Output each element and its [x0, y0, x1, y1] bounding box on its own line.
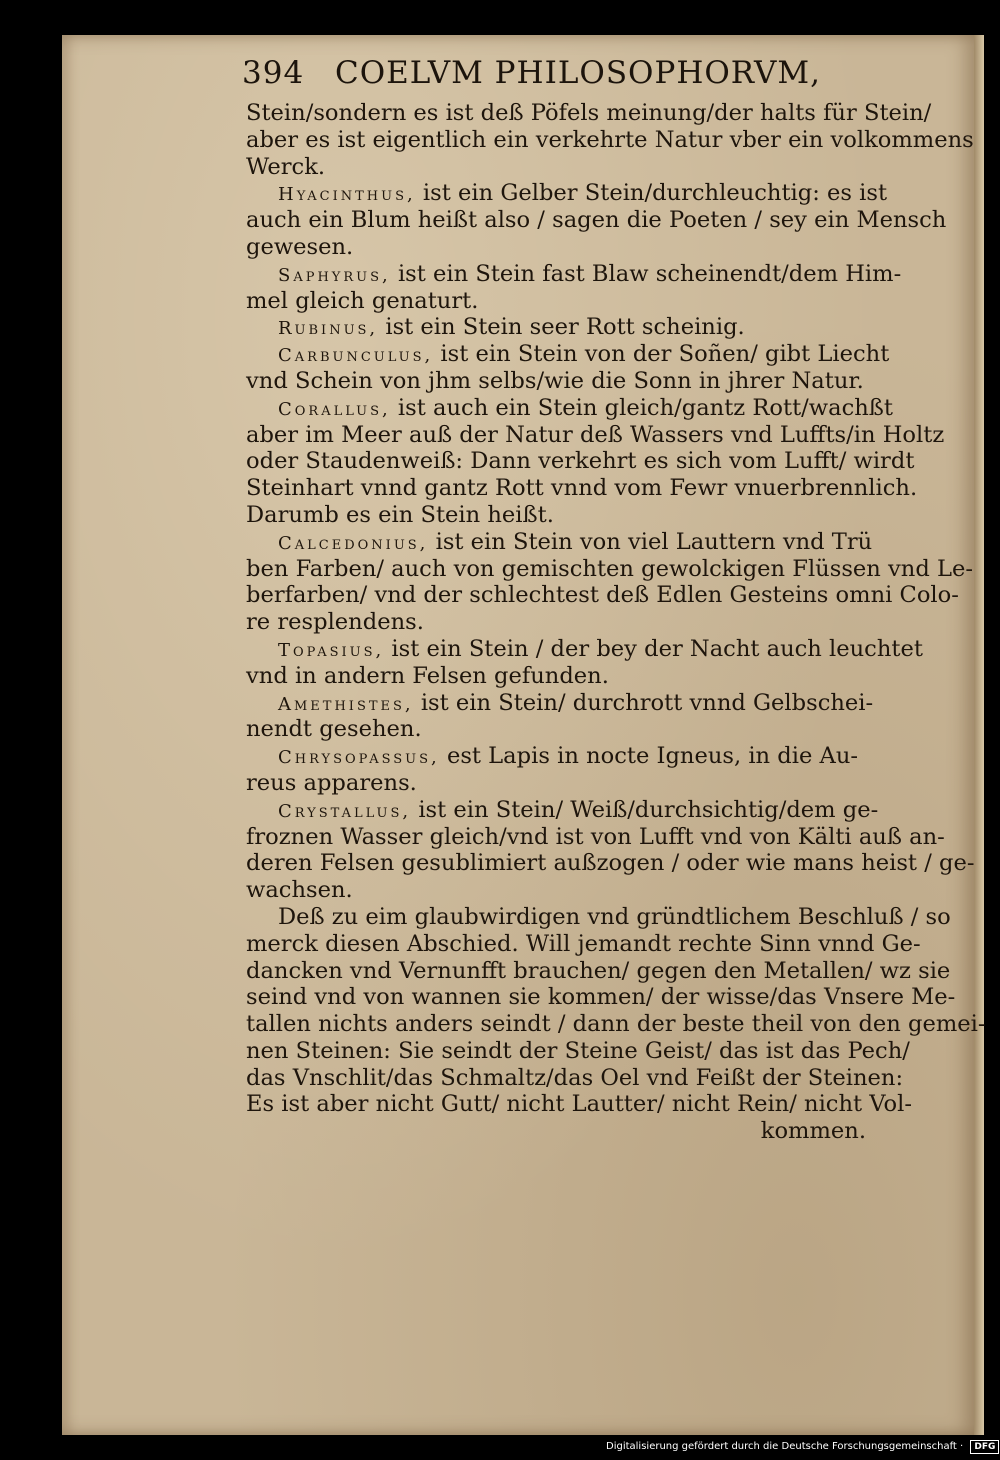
text-line [246, 288, 866, 315]
text-line [246, 743, 866, 770]
page-header [242, 55, 862, 105]
line-text: auch ein Blum heißt also / sagen die Poeten / sey ein Mensch [246, 207, 947, 234]
line-text: seind vnd von wannen sie kommen/ der wisse/das Vnsere Me- [246, 984, 956, 1011]
text-body [246, 100, 986, 1145]
line-text: nendt gesehen. [246, 716, 422, 743]
lemma: Rubinus, [278, 318, 379, 340]
text-line [246, 663, 866, 690]
line-text: deren Felsen gesublimiert außzogen / oder wie mans heist / ge- [246, 850, 975, 877]
line-text: ist ein Stein von viel Lauttern vnd Trü [428, 528, 873, 555]
line-text: ist ein Stein/ durchrott vnnd Gelbschei- [413, 689, 874, 716]
text-line [246, 1011, 986, 1038]
page-edge [974, 35, 984, 1435]
line-text: froznen Wasser gleich/vnd ist von Lufft vnd von Kälti auß an- [246, 823, 945, 850]
text-line [246, 850, 975, 877]
text-line [246, 448, 915, 475]
lemma: Corallus, [278, 398, 391, 420]
lemma: Saphyrus, [278, 264, 391, 286]
text-line [246, 609, 866, 636]
line-text: ist ein Stein von der Soñen/ gibt Liecht [433, 341, 890, 368]
text-line [246, 877, 866, 904]
line-text: ist ein Stein fast Blaw scheinendt/dem Him- [390, 260, 902, 287]
line-text: Stein/sondern es ist deß Pöfels meinung/der halts für Stein/ [246, 100, 932, 126]
text-line [246, 984, 956, 1011]
text-line [246, 1064, 904, 1092]
line-text: aber es ist eigentlich ein verkehrte Natur vber ein volkommens [246, 126, 974, 153]
text-line [246, 502, 866, 529]
text-line [246, 207, 947, 234]
digitization-credit [606, 1437, 999, 1457]
text-line [246, 341, 890, 368]
page-number: 394 [242, 55, 305, 91]
line-text: ist ein Stein/ Weiß/durchsichtig/dem ge- [411, 796, 879, 823]
text-line [246, 528, 873, 556]
text-line [246, 635, 923, 663]
line-text: reus apparens. [246, 769, 417, 796]
text-line [246, 394, 893, 422]
line-text: Deß zu eim glaubwirdigen vnd gründtlichem Beschluß / so [278, 903, 951, 930]
text-line [246, 154, 866, 181]
text-line [246, 126, 974, 154]
line-text: Darumb es ein Stein heißt. [246, 501, 554, 528]
text-line [246, 555, 973, 583]
text-line [246, 234, 866, 261]
text-line [246, 1037, 910, 1065]
line-text: merck diesen Abschied. Will jemandt rechte Sinn vnnd Ge- [246, 930, 921, 957]
line-text: oder Staudenweiß: Dann verkehrt es sich vom Lufft/ wirdt [246, 448, 915, 475]
line-text: Steinhart vnnd gantz Rott vnnd vom Fewr vnuerbrennlich. [246, 475, 918, 502]
text-line [246, 475, 918, 502]
line-text: ist ein Stein seer Rott scheinig. [378, 314, 745, 341]
lemma: Chrysopassus, [278, 747, 440, 769]
text-line [246, 903, 951, 931]
lemma: Amethistes, [278, 693, 414, 715]
lemma: Hyacinthus, [278, 184, 416, 206]
text-line [246, 260, 902, 288]
credit-text: Digitalisierung gefördert durch die Deutsche Forschungsgemeinschaft · [606, 1441, 964, 1452]
line-text: ist ein Stein / der bey der Nacht auch leuchtet [384, 635, 923, 662]
text-line [246, 823, 945, 851]
text-line [246, 930, 921, 958]
text-line [246, 716, 866, 743]
line-text: nen Steinen: Sie seindt der Steine Geist/ das ist das Pech/ [246, 1037, 910, 1064]
line-text: ben Farben/ auch von gemischten gewolckigen Flüssen vnd Le- [246, 555, 973, 582]
line-text: berfarben/ vnd der schlechtest deß Edlen Gesteins omni Colo- [246, 582, 959, 609]
text-line [246, 1091, 912, 1118]
text-line [246, 1118, 866, 1145]
lemma: Crystallus, [278, 800, 412, 822]
line-text: tallen nichts anders seindt / dann der beste theil von den gemei- [246, 1011, 986, 1038]
line-text: kommen. [760, 1118, 866, 1145]
line-text: est Lapis in nocte Igneus, in die Au- [439, 743, 859, 770]
text-line [246, 100, 932, 127]
line-text: Es ist aber nicht Gutt/ nicht Lautter/ nicht Rein/ nicht Vol- [246, 1091, 912, 1118]
dfg-logo-icon: DFG [970, 1440, 999, 1454]
running-title: COELVM PHILOSOPHORVM, [335, 55, 822, 91]
line-text: aber im Meer auß der Natur deß Wassers vnd Luffts/in Holtz [246, 421, 945, 448]
text-line [246, 957, 951, 985]
text-line [246, 368, 866, 395]
line-text: mel gleich genaturt. [246, 287, 479, 314]
line-text: dancken vnd Vernunfft brauchen/ gegen den Metallen/ wz sie [246, 957, 951, 984]
line-text: vnd in andern Felsen gefunden. [246, 662, 609, 689]
text-line [246, 689, 874, 717]
line-text: ist ein Gelber Stein/durchleuchtig: es ist [415, 180, 888, 207]
lemma: Carbunculus, [278, 345, 434, 367]
lemma: Calcedonius, [278, 532, 429, 554]
line-text: Werck. [246, 153, 326, 180]
text-line [246, 180, 888, 207]
line-text: wachsen. [246, 877, 353, 904]
text-line [246, 796, 879, 824]
line-text: vnd Schein von jhm selbs/wie die Sonn in jhrer Natur. [246, 367, 864, 394]
line-text: re resplendens. [246, 609, 424, 636]
line-text: das Vnschlit/das Schmaltz/das Oel vnd Feißt der Steinen: [246, 1064, 904, 1091]
line-text: gewesen. [246, 233, 354, 260]
line-text: ist auch ein Stein gleich/gantz Rott/wachßt [390, 394, 893, 421]
text-line [246, 314, 866, 341]
text-line [246, 770, 866, 797]
lemma: Topasius, [278, 639, 385, 661]
text-line [246, 421, 945, 449]
text-line [246, 582, 959, 609]
